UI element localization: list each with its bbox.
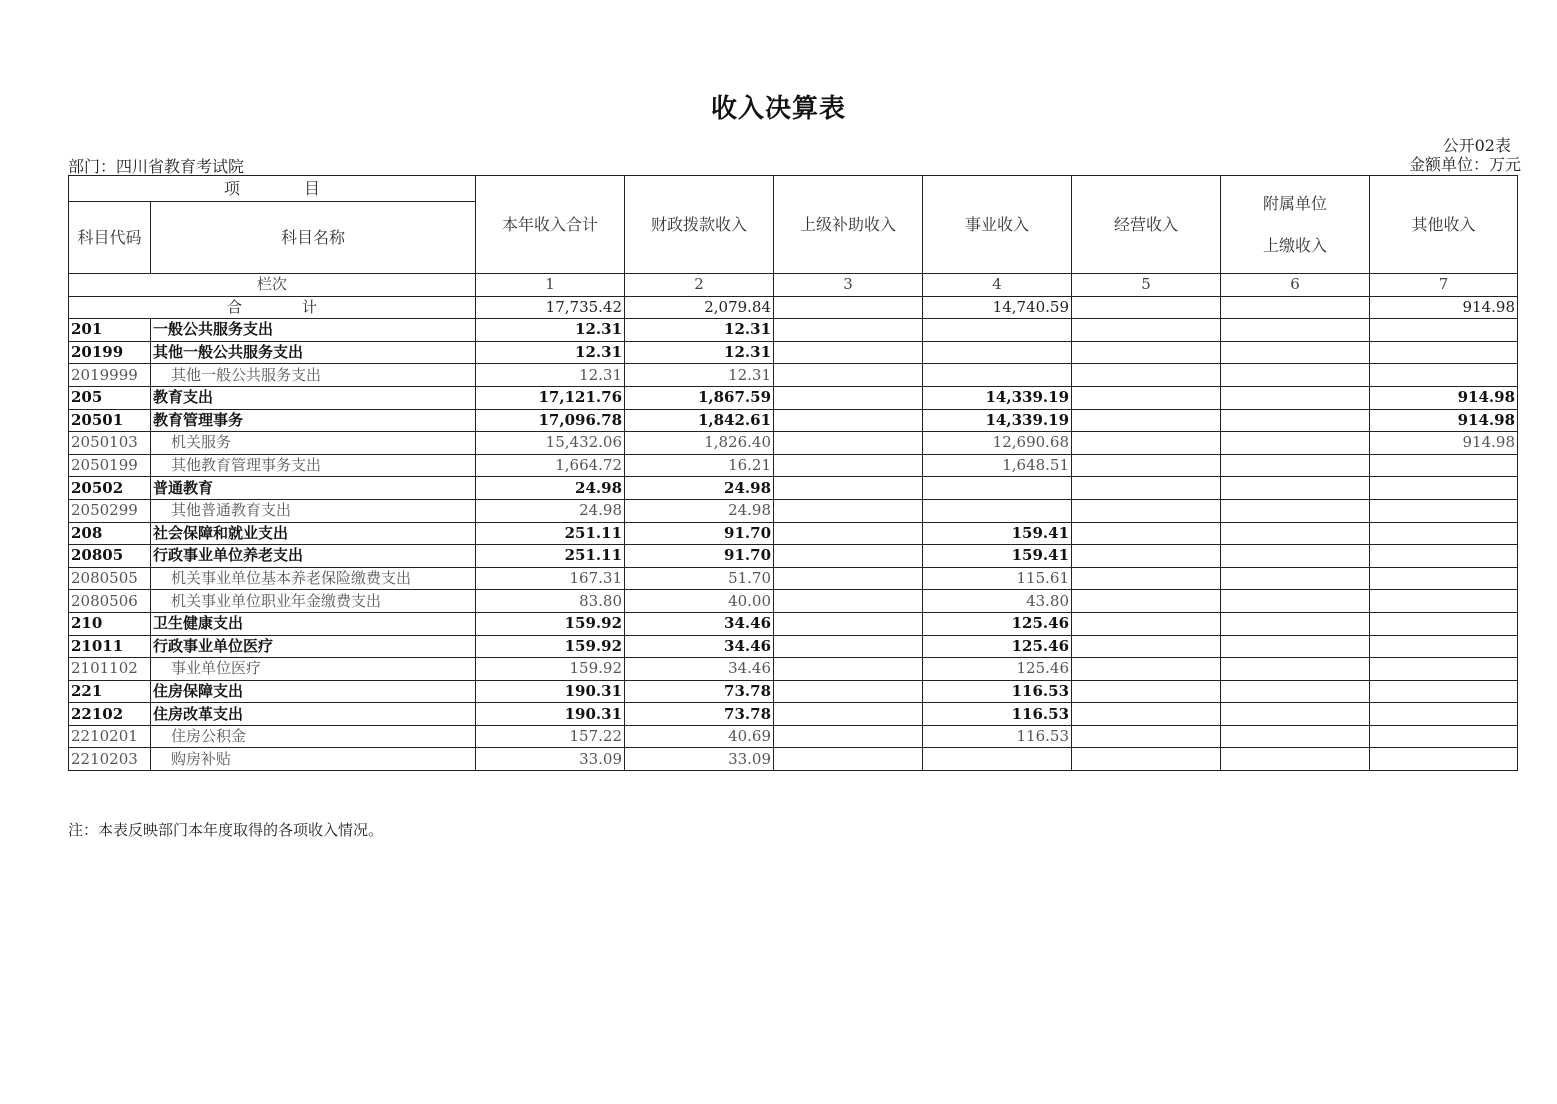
amount-cell — [1221, 409, 1370, 432]
subject-name: 行政事业单位养老支出 — [151, 545, 476, 568]
total-value — [1072, 296, 1221, 319]
income-table — [68, 175, 1518, 771]
table-row — [69, 454, 1518, 477]
amount-cell — [1072, 454, 1221, 477]
table-row — [69, 522, 1518, 545]
header-affiliated — [1221, 176, 1370, 274]
page-title: 收入决算表 — [710, 94, 846, 124]
subject-code: 2050103 — [69, 432, 151, 455]
table-row — [69, 612, 1518, 635]
table-row — [69, 680, 1518, 703]
amount-cell: 83.80 — [476, 590, 625, 613]
subject-name: 购房补贴 — [151, 748, 476, 771]
amount-cell: 40.00 — [625, 590, 774, 613]
amount-cell: 116.53 — [923, 680, 1072, 703]
amount-cell — [1221, 477, 1370, 500]
subject-code: 2019999 — [69, 364, 151, 387]
amount-cell — [1370, 477, 1518, 500]
subject-code: 20501 — [69, 409, 151, 432]
subject-name: 机关事业单位职业年金缴费支出 — [151, 590, 476, 613]
amount-cell: 16.21 — [625, 454, 774, 477]
amount-cell: 159.92 — [476, 635, 625, 658]
subject-code: 2080506 — [69, 590, 151, 613]
amount-cell — [1221, 748, 1370, 771]
subject-code: 2080505 — [69, 567, 151, 590]
amount-cell: 12.31 — [476, 319, 625, 342]
total-value: 914.98 — [1370, 296, 1518, 319]
amount-cell — [1221, 658, 1370, 681]
subject-name: 机关服务 — [151, 432, 476, 455]
amount-cell — [774, 545, 923, 568]
table-row — [69, 590, 1518, 613]
amount-cell — [774, 635, 923, 658]
amount-cell: 24.98 — [625, 477, 774, 500]
amount-cell — [1370, 567, 1518, 590]
amount-cell — [1370, 341, 1518, 364]
amount-cell — [1221, 703, 1370, 726]
form-number: 公开02表 — [1442, 136, 1511, 155]
table-row — [69, 545, 1518, 568]
subject-code: 22102 — [69, 703, 151, 726]
amount-cell — [1221, 432, 1370, 455]
amount-cell: 91.70 — [625, 522, 774, 545]
header-other: 其他收入 — [1370, 176, 1518, 274]
amount-cell: 159.41 — [923, 545, 1072, 568]
amount-cell — [923, 341, 1072, 364]
amount-cell: 1,826.40 — [625, 432, 774, 455]
amount-cell — [1072, 748, 1221, 771]
amount-cell: 15,432.06 — [476, 432, 625, 455]
table-row — [69, 386, 1518, 409]
amount-cell — [923, 748, 1072, 771]
header-fiscal: 财政拨款收入 — [625, 176, 774, 274]
amount-cell: 914.98 — [1370, 386, 1518, 409]
amount-cell: 157.22 — [476, 725, 625, 748]
subject-code: 205 — [69, 386, 151, 409]
amount-cell — [1221, 590, 1370, 613]
amount-cell — [1370, 635, 1518, 658]
subject-code: 2050199 — [69, 454, 151, 477]
amount-cell — [774, 499, 923, 522]
amount-cell — [1072, 477, 1221, 500]
subject-code: 2210203 — [69, 748, 151, 771]
amount-cell — [774, 522, 923, 545]
amount-cell — [923, 364, 1072, 387]
amount-cell — [1370, 499, 1518, 522]
amount-cell: 14,339.19 — [923, 386, 1072, 409]
table-row — [69, 725, 1518, 748]
column-number: 3 — [774, 274, 923, 297]
amount-cell: 73.78 — [625, 703, 774, 726]
amount-cell — [774, 319, 923, 342]
column-number: 2 — [625, 274, 774, 297]
subject-name: 行政事业单位医疗 — [151, 635, 476, 658]
amount-cell: 125.46 — [923, 635, 1072, 658]
total-label: 合 计 — [69, 296, 476, 319]
subject-code: 2050299 — [69, 499, 151, 522]
amount-cell — [1072, 725, 1221, 748]
subject-code: 221 — [69, 680, 151, 703]
amount-cell — [1221, 386, 1370, 409]
amount-cell — [923, 477, 1072, 500]
table-row — [69, 432, 1518, 455]
amount-cell: 115.61 — [923, 567, 1072, 590]
amount-cell — [1072, 680, 1221, 703]
amount-cell — [1072, 364, 1221, 387]
department-label: 部门：四川省教育考试院 — [68, 157, 245, 176]
amount-cell: 12.31 — [476, 364, 625, 387]
amount-cell — [1370, 680, 1518, 703]
amount-cell — [1370, 658, 1518, 681]
amount-cell — [1072, 612, 1221, 635]
column-number: 6 — [1221, 274, 1370, 297]
amount-cell — [774, 703, 923, 726]
amount-cell — [1221, 725, 1370, 748]
subject-code: 20805 — [69, 545, 151, 568]
subject-code: 2101102 — [69, 658, 151, 681]
amount-cell — [774, 748, 923, 771]
subject-name: 普通教育 — [151, 477, 476, 500]
amount-cell — [774, 341, 923, 364]
amount-cell — [1072, 658, 1221, 681]
amount-cell: 914.98 — [1370, 432, 1518, 455]
column-order-label: 栏次 — [69, 274, 476, 297]
amount-cell: 17,121.76 — [476, 386, 625, 409]
amount-cell — [1370, 725, 1518, 748]
total-value: 17,735.42 — [476, 296, 625, 319]
subject-name: 卫生健康支出 — [151, 612, 476, 635]
column-number: 5 — [1072, 274, 1221, 297]
amount-cell — [774, 454, 923, 477]
subject-code: 208 — [69, 522, 151, 545]
subject-code: 210 — [69, 612, 151, 635]
amount-cell: 1,648.51 — [923, 454, 1072, 477]
header-business: 事业收入 — [923, 176, 1072, 274]
table-row — [69, 658, 1518, 681]
subject-name: 一般公共服务支出 — [151, 319, 476, 342]
amount-cell — [1221, 545, 1370, 568]
subject-name: 住房公积金 — [151, 725, 476, 748]
amount-cell — [1221, 499, 1370, 522]
amount-cell — [1072, 703, 1221, 726]
amount-cell: 34.46 — [625, 612, 774, 635]
amount-cell: 91.70 — [625, 545, 774, 568]
amount-cell — [774, 725, 923, 748]
amount-cell — [1072, 499, 1221, 522]
amount-cell: 34.46 — [625, 658, 774, 681]
subject-name: 社会保障和就业支出 — [151, 522, 476, 545]
header-operating: 经营收入 — [1072, 176, 1221, 274]
subject-name: 其他一般公共服务支出 — [151, 364, 476, 387]
amount-cell: 43.80 — [923, 590, 1072, 613]
header-total: 本年收入合计 — [476, 176, 625, 274]
amount-cell — [1072, 635, 1221, 658]
column-number: 1 — [476, 274, 625, 297]
amount-cell: 190.31 — [476, 703, 625, 726]
amount-cell: 12.31 — [625, 319, 774, 342]
subject-name: 机关事业单位基本养老保险缴费支出 — [151, 567, 476, 590]
amount-cell: 167.31 — [476, 567, 625, 590]
amount-cell: 34.46 — [625, 635, 774, 658]
amount-cell: 159.92 — [476, 612, 625, 635]
amount-cell: 73.78 — [625, 680, 774, 703]
amount-cell — [774, 477, 923, 500]
column-number: 7 — [1370, 274, 1518, 297]
amount-cell — [1370, 703, 1518, 726]
table-row — [69, 703, 1518, 726]
amount-unit: 金额单位：万元 — [1408, 155, 1521, 174]
amount-cell: 159.92 — [476, 658, 625, 681]
amount-cell: 12.31 — [625, 341, 774, 364]
amount-cell — [1072, 319, 1221, 342]
total-value — [774, 296, 923, 319]
amount-cell: 33.09 — [476, 748, 625, 771]
header-item: 项 目 — [69, 176, 476, 202]
amount-cell — [774, 409, 923, 432]
amount-cell — [1221, 567, 1370, 590]
amount-cell: 159.41 — [923, 522, 1072, 545]
footnote: 注：本表反映部门本年度取得的各项收入情况。 — [68, 821, 384, 839]
header-affiliated-line2: 上缴收入 — [1263, 235, 1328, 255]
subject-name: 事业单位医疗 — [151, 658, 476, 681]
amount-cell — [923, 319, 1072, 342]
amount-cell: 24.98 — [476, 477, 625, 500]
amount-cell — [1370, 590, 1518, 613]
table-row — [69, 319, 1518, 342]
amount-cell — [1072, 567, 1221, 590]
amount-cell: 12.31 — [625, 364, 774, 387]
subject-code: 20502 — [69, 477, 151, 500]
amount-cell — [1370, 748, 1518, 771]
total-value — [1221, 296, 1370, 319]
amount-cell — [1370, 522, 1518, 545]
total-value: 2,079.84 — [625, 296, 774, 319]
table-row — [69, 477, 1518, 500]
subject-name: 其他一般公共服务支出 — [151, 341, 476, 364]
subject-code: 21011 — [69, 635, 151, 658]
amount-cell — [1221, 680, 1370, 703]
header-superior: 上级补助收入 — [774, 176, 923, 274]
amount-cell: 14,339.19 — [923, 409, 1072, 432]
amount-cell — [1370, 612, 1518, 635]
amount-cell: 251.11 — [476, 545, 625, 568]
table-row — [69, 341, 1518, 364]
amount-cell: 1,842.61 — [625, 409, 774, 432]
amount-cell — [1072, 590, 1221, 613]
amount-cell: 116.53 — [923, 725, 1072, 748]
subject-name: 教育支出 — [151, 386, 476, 409]
amount-cell: 1,867.59 — [625, 386, 774, 409]
column-number: 4 — [923, 274, 1072, 297]
table-row — [69, 635, 1518, 658]
amount-cell — [1072, 522, 1221, 545]
table-row — [69, 499, 1518, 522]
amount-cell: 914.98 — [1370, 409, 1518, 432]
amount-cell — [774, 680, 923, 703]
header-affiliated-line1: 附属单位 — [1263, 193, 1328, 213]
subject-name: 住房保障支出 — [151, 680, 476, 703]
amount-cell — [1221, 341, 1370, 364]
subject-code: 201 — [69, 319, 151, 342]
table-row — [69, 567, 1518, 590]
table-row — [69, 409, 1518, 432]
amount-cell — [1072, 341, 1221, 364]
header-name: 科目名称 — [151, 202, 476, 274]
amount-cell — [774, 364, 923, 387]
amount-cell: 116.53 — [923, 703, 1072, 726]
amount-cell: 51.70 — [625, 567, 774, 590]
amount-cell — [1370, 364, 1518, 387]
column-number-row — [69, 274, 1518, 297]
amount-cell — [1221, 319, 1370, 342]
amount-cell: 12.31 — [476, 341, 625, 364]
amount-cell — [923, 499, 1072, 522]
amount-cell — [774, 432, 923, 455]
amount-cell: 125.46 — [923, 658, 1072, 681]
total-row — [69, 296, 1518, 319]
amount-cell: 24.98 — [476, 499, 625, 522]
amount-cell: 33.09 — [625, 748, 774, 771]
subject-name: 教育管理事务 — [151, 409, 476, 432]
amount-cell — [1221, 454, 1370, 477]
amount-cell — [1221, 364, 1370, 387]
table-row — [69, 364, 1518, 387]
subject-name: 其他普通教育支出 — [151, 499, 476, 522]
amount-cell: 24.98 — [625, 499, 774, 522]
amount-cell: 1,664.72 — [476, 454, 625, 477]
amount-cell: 40.69 — [625, 725, 774, 748]
amount-cell — [774, 612, 923, 635]
table-row — [69, 748, 1518, 771]
amount-cell — [1370, 319, 1518, 342]
amount-cell — [774, 567, 923, 590]
amount-cell: 190.31 — [476, 680, 625, 703]
amount-cell — [1221, 612, 1370, 635]
amount-cell — [1072, 386, 1221, 409]
subject-name: 其他教育管理事务支出 — [151, 454, 476, 477]
amount-cell: 17,096.78 — [476, 409, 625, 432]
amount-cell — [774, 386, 923, 409]
amount-cell — [774, 658, 923, 681]
amount-cell — [1072, 545, 1221, 568]
amount-cell — [1221, 522, 1370, 545]
amount-cell: 125.46 — [923, 612, 1072, 635]
subject-code: 20199 — [69, 341, 151, 364]
amount-cell: 12,690.68 — [923, 432, 1072, 455]
amount-cell — [1072, 432, 1221, 455]
subject-name: 住房改革支出 — [151, 703, 476, 726]
amount-cell — [1370, 454, 1518, 477]
amount-cell — [1072, 409, 1221, 432]
amount-cell — [1221, 635, 1370, 658]
total-value: 14,740.59 — [923, 296, 1072, 319]
amount-cell — [1370, 545, 1518, 568]
amount-cell: 251.11 — [476, 522, 625, 545]
subject-code: 2210201 — [69, 725, 151, 748]
header-code: 科目代码 — [69, 202, 151, 274]
amount-cell — [774, 590, 923, 613]
